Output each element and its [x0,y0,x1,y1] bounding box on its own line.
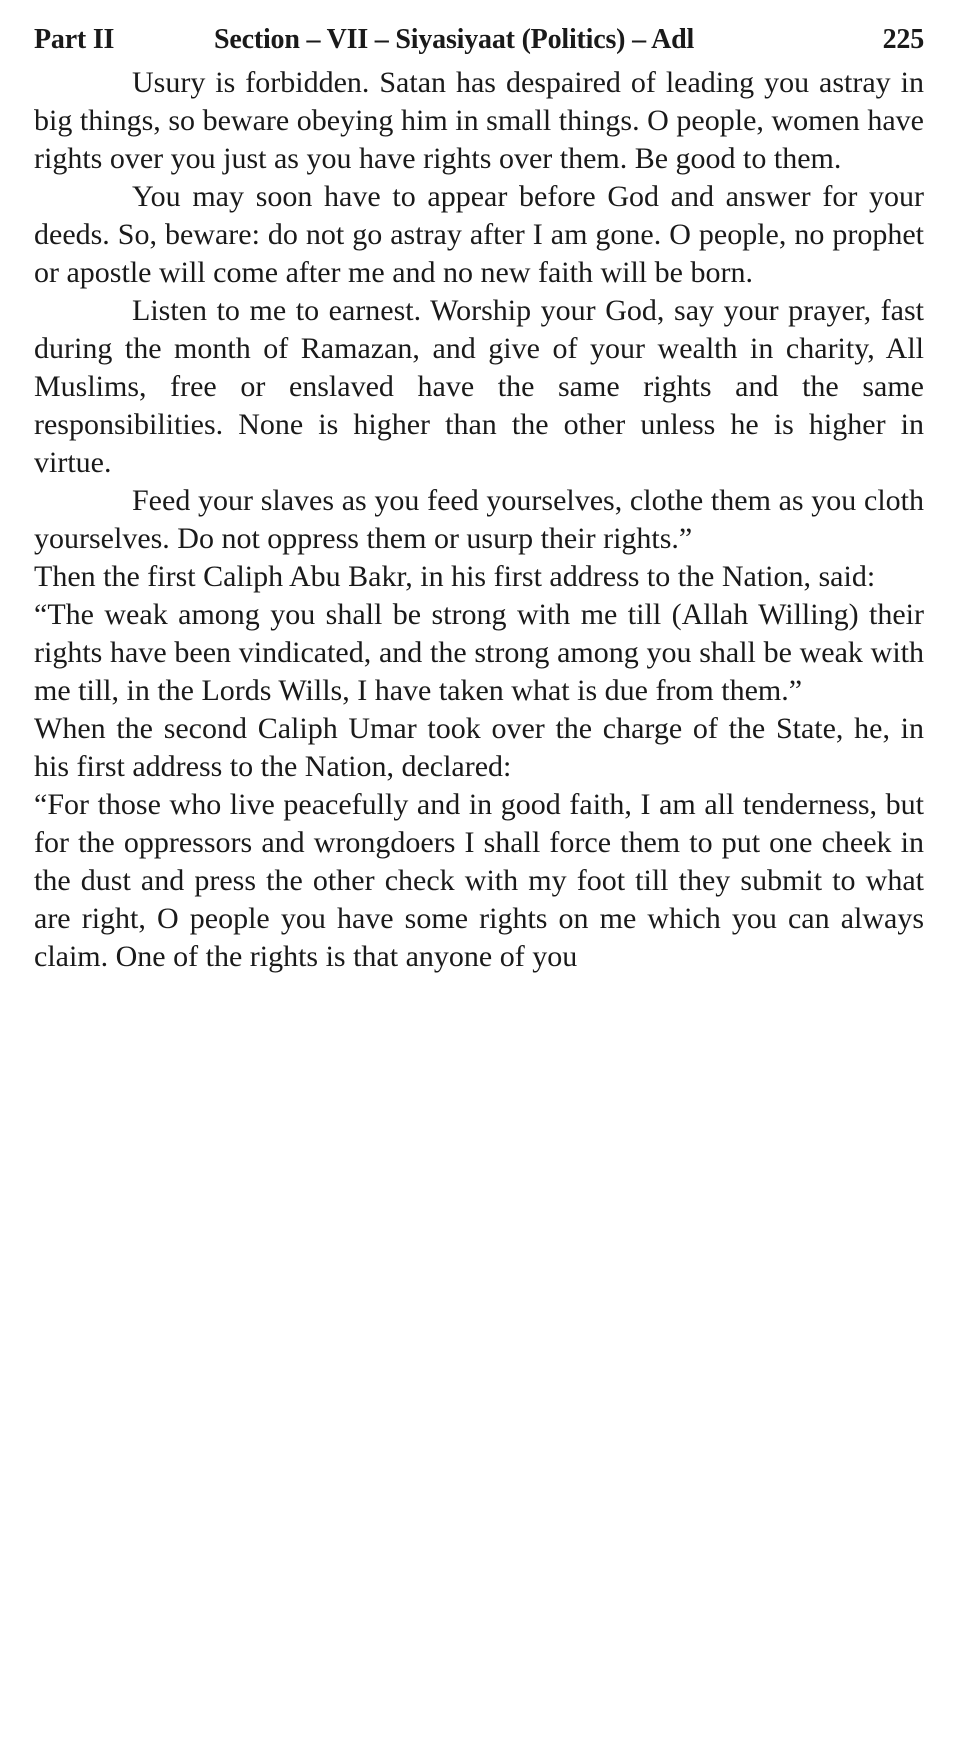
running-header [34,24,924,64]
page-number: 225 [882,24,924,55]
document-page [34,24,924,976]
paragraph-worship: Listen to me to earnest. Worship your God, say your prayer, fast during the month of Ramazan, and give of your wealth in charity, All Muslims, free or enslaved have the same rights and the same responsibilities. None is higher than the other unless he is higher in virtue. [34,294,924,479]
paragraph-umar-intro: When the second Caliph Umar took over the charge of the State, he, in his first address to the Nation, declared: [34,712,924,783]
paragraph-abu-bakr-intro: Then the first Caliph Abu Bakr, in his first address to the Nation, said: [34,560,876,593]
quote-abu-bakr: “The weak among you shall be strong with me till (Allah Willing) their rights have been vindicated, and the strong among you shall be weak with me till, in the Lords Wills, I have taken what is due from them.” [34,598,924,707]
paragraph-usury: Usury is forbidden. Satan has despaired of leading you astray in big things, so beware obeying him in small things. O people, women have rights over you just as you have rights over them. Be good to them. [34,66,924,175]
paragraph-deeds: You may soon have to appear before God and answer for your deeds. So, beware: do not go astray after I am gone. O people, no prophet or apostle will come after me and no new faith will be born. [34,180,924,289]
quote-umar: “For those who live peacefully and in good faith, I am all tenderness, but for the oppressors and wrongdoers I shall force them to put one cheek in the dust and press the other check with my foot till they submit to what are right, O people you have some rights on me which you can always claim. One of the rights is that anyone of you [34,788,924,973]
header-part: Part II [34,24,115,55]
header-section-title: Section – VII – Siyasiyaat (Politics) – Adl [214,24,695,55]
paragraph-slaves: Feed your slaves as you feed yourselves, clothe them as you cloth yourselves. Do not oppress them or usurp their rights.” [34,484,924,555]
